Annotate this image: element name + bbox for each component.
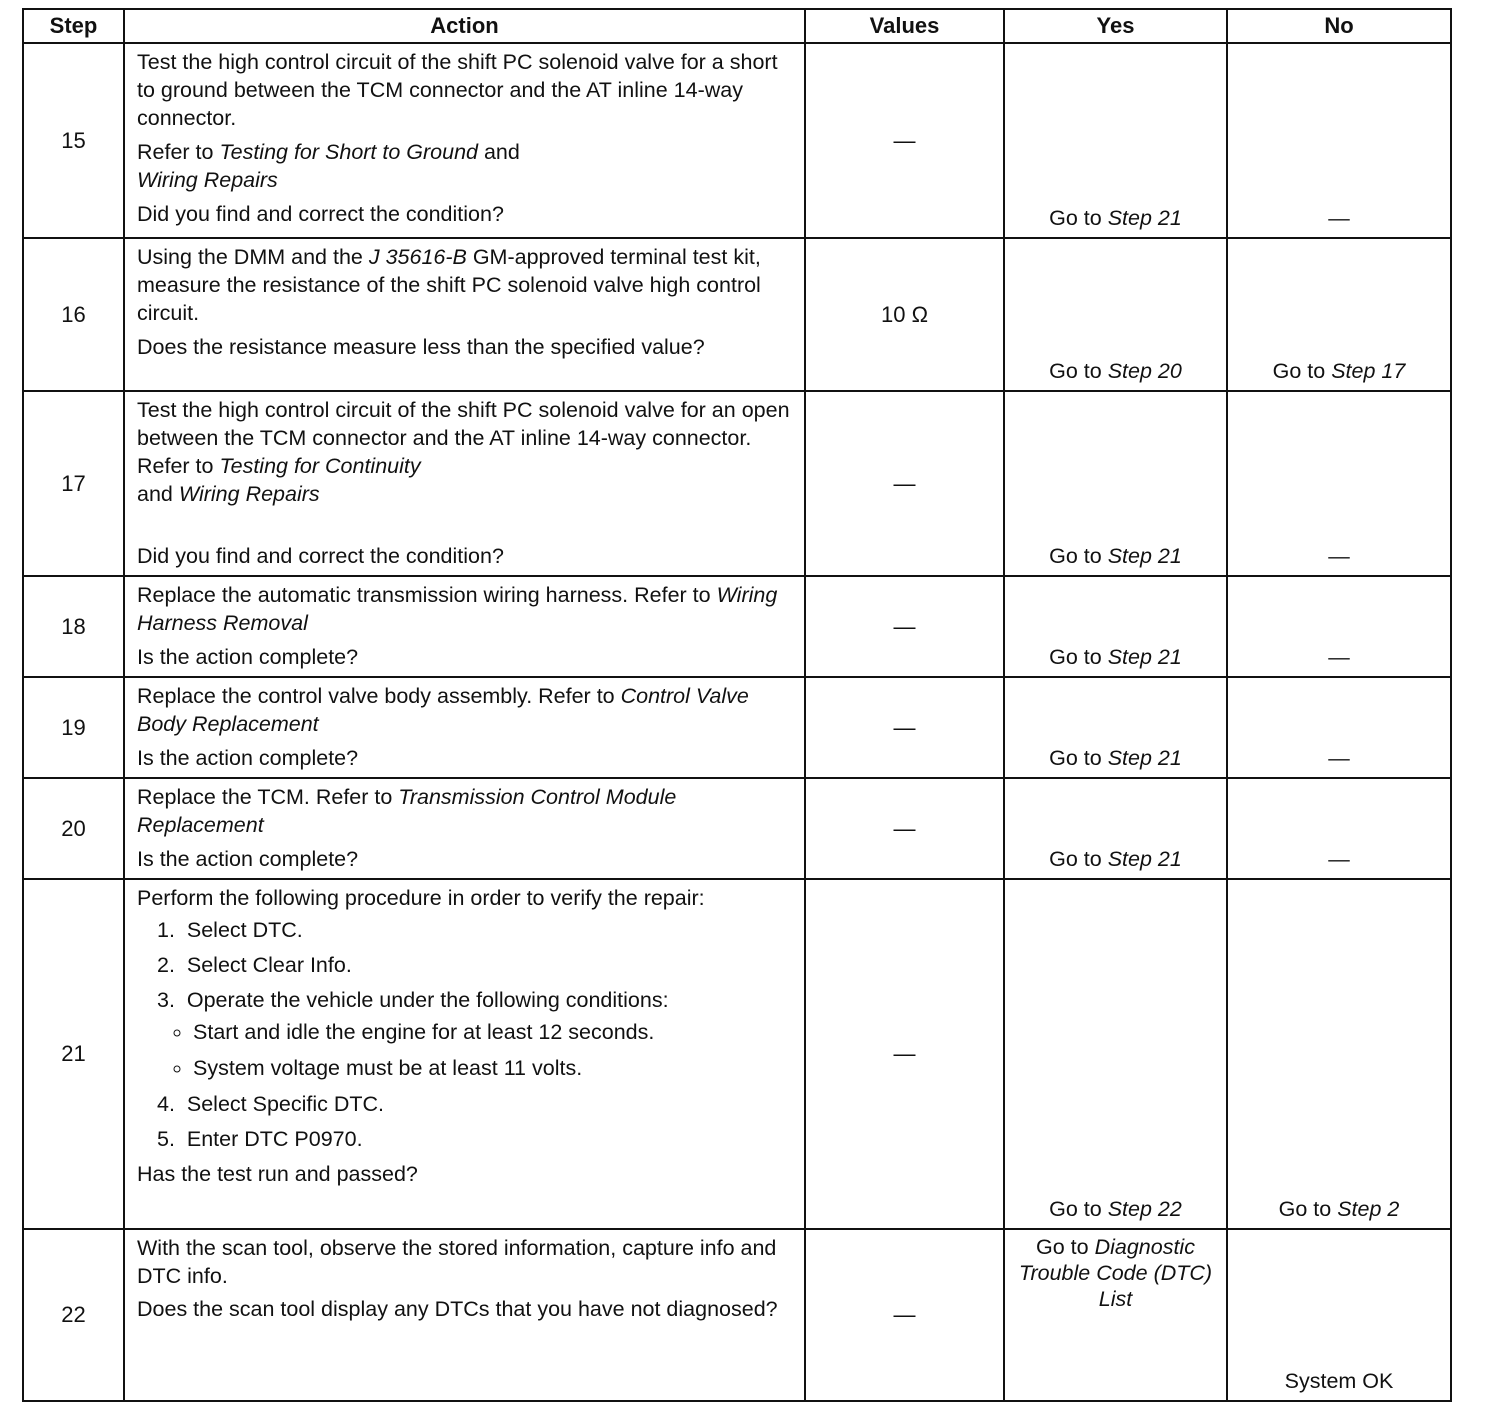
yes-cell[interactable] <box>1004 576 1227 677</box>
no-cell[interactable] <box>1227 879 1451 1229</box>
condition-bullets <box>157 1018 792 1082</box>
action-text <box>137 581 792 637</box>
action-text-a: Replace the control valve body assembly. Refer to <box>137 684 621 708</box>
yes-step-link[interactable]: Step 21 <box>1107 746 1182 770</box>
yes-step-link[interactable]: Step 21 <box>1107 847 1182 871</box>
values-cell: 10 Ω <box>805 238 1004 391</box>
link-wiring-repairs[interactable]: Wiring Repairs <box>178 482 320 506</box>
refer-and: and <box>478 140 520 164</box>
action-cell <box>124 677 805 778</box>
table-row <box>23 238 1451 391</box>
action-cell <box>124 238 805 391</box>
yes-cell[interactable] <box>1004 43 1227 238</box>
yes-step-link[interactable]: Step 21 <box>1107 645 1182 669</box>
action-text <box>137 243 792 327</box>
link-short-to-ground[interactable]: Testing for Short to Ground <box>219 140 478 164</box>
action-text-b: GM-approved terminal test kit, measure the resistance of the shift PC solenoid valve high control circuit. <box>137 245 761 325</box>
values-cell: — <box>805 576 1004 677</box>
header-action: Action <box>124 9 805 43</box>
action-text-a: Test the high control circuit of the shift PC solenoid valve for an open between the TCM connector and the AT inline 14-way connector. Refer to <box>137 398 790 478</box>
refer-and: and <box>137 482 179 506</box>
refer-prefix: Refer to <box>137 140 220 164</box>
action-text-a: Replace the TCM. Refer to <box>137 785 399 809</box>
link-wiring-harness-removal[interactable]: Wiring Harness Removal <box>137 583 778 635</box>
yes-cell[interactable] <box>1004 778 1227 879</box>
action-text-a: Using the DMM and the <box>137 245 369 269</box>
step-number: 20 <box>23 778 124 879</box>
goto-label: Go to <box>1036 1235 1095 1259</box>
no-cell: — <box>1227 677 1451 778</box>
step-number: 21 <box>23 879 124 1229</box>
link-dtc-list[interactable]: Diagnostic Trouble Code (DTC) List <box>1018 1235 1213 1311</box>
link-control-valve-body[interactable]: Control Valve Body Replacement <box>137 684 749 736</box>
table-row <box>23 677 1451 778</box>
no-cell: — <box>1227 391 1451 576</box>
step-number: 15 <box>23 43 124 238</box>
action-cell <box>124 1229 805 1401</box>
table-row <box>23 43 1451 238</box>
action-text <box>137 396 792 508</box>
question-text: Is the action complete? <box>137 847 359 871</box>
goto-label: Go to <box>1049 746 1108 770</box>
step-number: 18 <box>23 576 124 677</box>
header-row <box>23 9 1451 43</box>
question-text: Did you find and correct the condition? <box>137 202 504 226</box>
question-text: Has the test run and passed? <box>137 1162 418 1186</box>
goto-label: Go to <box>1049 359 1108 383</box>
values-cell: — <box>805 879 1004 1229</box>
table-row <box>23 576 1451 677</box>
question-text: Does the resistance measure less than the specified value? <box>137 335 705 359</box>
goto-label: Go to <box>1049 645 1108 669</box>
action-text: With the scan tool, observe the stored information, capture info and DTC info. <box>137 1236 777 1288</box>
list-item <box>157 986 792 1082</box>
step-number: 19 <box>23 677 124 778</box>
goto-label: Go to <box>1272 359 1332 383</box>
link-testing-continuity[interactable]: Testing for Continuity <box>219 454 421 478</box>
list-item: 1. Select DTC. <box>157 918 303 942</box>
no-cell: — <box>1227 576 1451 677</box>
header-yes: Yes <box>1004 9 1227 43</box>
values-cell: — <box>805 391 1004 576</box>
goto-label: Go to <box>1049 1197 1108 1221</box>
yes-step-link[interactable]: Step 21 <box>1107 544 1182 568</box>
table-row <box>23 879 1451 1229</box>
action-text: Test the high control circuit of the shift PC solenoid valve for a short to ground between the TCM connector and the AT inline 14-way connector. <box>137 50 778 130</box>
action-text <box>137 783 792 839</box>
no-cell: — <box>1227 43 1451 238</box>
step-number: 17 <box>23 391 124 576</box>
goto-label: Go to <box>1049 847 1108 871</box>
question-text: Is the action complete? <box>137 746 359 770</box>
diagnostic-table <box>22 8 1452 1402</box>
goto-label: Go to <box>1278 1197 1338 1221</box>
action-cell <box>124 391 805 576</box>
action-cell <box>124 778 805 879</box>
yes-cell[interactable] <box>1004 879 1227 1229</box>
no-cell: — <box>1227 778 1451 879</box>
tool-name: J 35616-B <box>368 245 467 269</box>
action-cell <box>124 576 805 677</box>
yes-cell[interactable] <box>1004 1229 1227 1401</box>
list-item: 4. Select Specific DTC. <box>157 1092 385 1116</box>
goto-label: Go to <box>1049 206 1108 230</box>
bullet-item: ◦ System voltage must be at least 11 volts. <box>193 1054 792 1082</box>
refer-text <box>137 138 792 194</box>
values-cell: — <box>805 43 1004 238</box>
list-item: 2. Select Clear Info. <box>157 953 352 977</box>
table-row <box>23 1229 1451 1401</box>
no-step-link[interactable]: Step 17 <box>1331 359 1406 383</box>
procedure-list <box>137 916 792 1153</box>
link-tcm-replacement[interactable]: Transmission Control Module Replacement <box>137 785 677 837</box>
values-cell: — <box>805 677 1004 778</box>
no-cell[interactable] <box>1227 238 1451 391</box>
goto-label: Go to <box>1049 544 1108 568</box>
values-cell: — <box>805 1229 1004 1401</box>
no-step-link[interactable]: Step 2 <box>1337 1197 1400 1221</box>
action-intro: Perform the following procedure in order to verify the repair: <box>137 886 705 910</box>
yes-step-link[interactable]: Step 22 <box>1107 1197 1182 1221</box>
link-wiring-repairs[interactable]: Wiring Repairs <box>137 168 278 192</box>
yes-step-link[interactable]: Step 20 <box>1107 359 1182 383</box>
question-text: Did you find and correct the condition? <box>137 544 504 568</box>
question-text: Does the scan tool display any DTCs that you have not diagnosed? <box>137 1297 778 1321</box>
table-row <box>23 778 1451 879</box>
step-number: 16 <box>23 238 124 391</box>
step-number: 22 <box>23 1229 124 1401</box>
yes-cell[interactable] <box>1004 677 1227 778</box>
values-cell: — <box>805 778 1004 879</box>
table-row <box>23 391 1451 576</box>
list-item: 5. Enter DTC P0970. <box>157 1127 363 1151</box>
header-step: Step <box>23 9 124 43</box>
header-values: Values <box>805 9 1004 43</box>
yes-cell[interactable] <box>1004 238 1227 391</box>
action-cell <box>124 879 805 1229</box>
list-item-text: 3. Operate the vehicle under the following conditions: <box>157 988 669 1012</box>
action-text <box>137 682 792 738</box>
header-no: No <box>1227 9 1451 43</box>
bullet-item: ◦ Start and idle the engine for at least 12 seconds. <box>193 1018 792 1046</box>
question-text: Is the action complete? <box>137 645 359 669</box>
yes-cell[interactable] <box>1004 391 1227 576</box>
yes-step-link[interactable]: Step 21 <box>1107 206 1182 230</box>
no-cell: System OK <box>1227 1229 1451 1401</box>
action-cell <box>124 43 805 238</box>
action-text-a: Replace the automatic transmission wiring harness. Refer to <box>137 583 717 607</box>
